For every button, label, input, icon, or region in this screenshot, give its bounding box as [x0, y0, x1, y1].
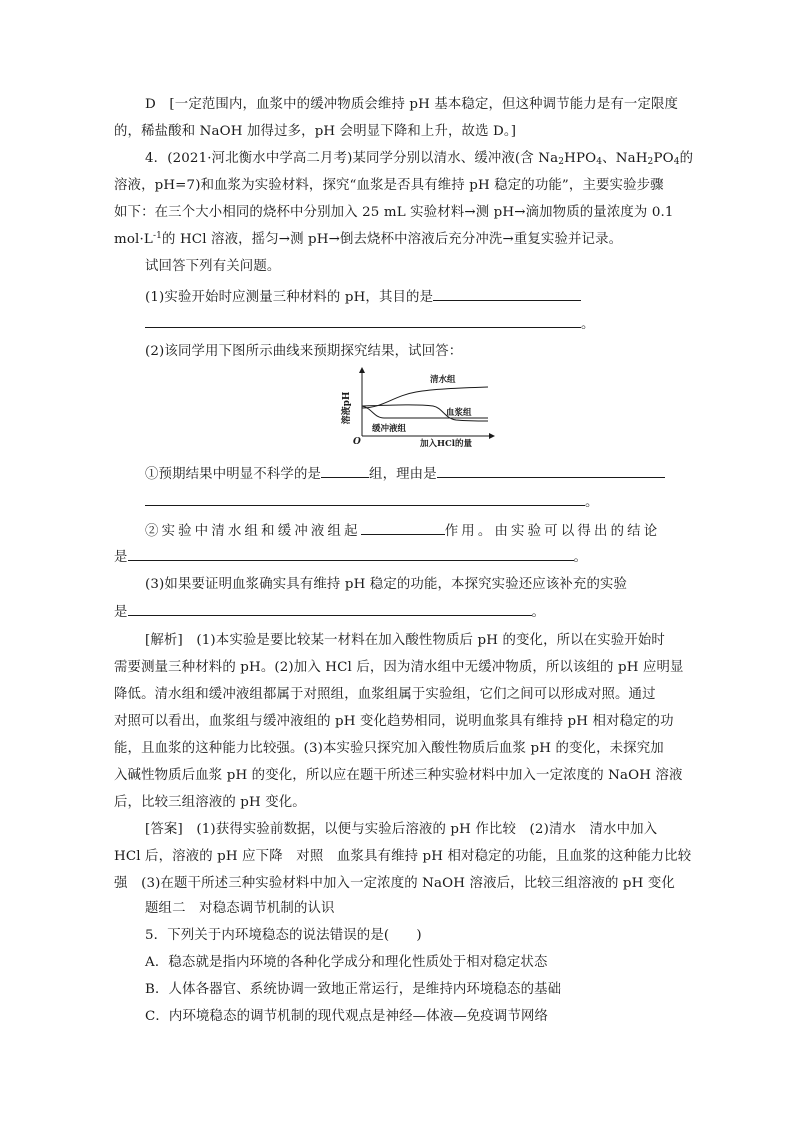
origin-label: O: [353, 437, 361, 447]
answer-blank[interactable]: [321, 463, 369, 478]
q4-stem-line3: 如下：在三个大小相同的烧杯中分别加入 25 mL 实验材料→测 pH→滴加物质的量浓度为 0.1: [114, 205, 674, 220]
q3-answer-line2: 的，稀盐酸和 NaOH 加得过多，pH 会明显下降和上升，故选 D。]: [114, 124, 517, 139]
q4-stem-line1: 4．(2021·河北衡水中学高二月考)某同学分别以清水、缓冲液(含 $Na_2HPO_4$、$NaH_2PO_4$的: [145, 151, 694, 167]
q4-prompt: 试回答下列有关问题。: [145, 259, 281, 274]
analysis-line2: 需要测量三种材料的 pH。(2)加入 HCl 后，因为清水组中无缓冲物质，所以该组的 pH 应明显: [114, 660, 684, 675]
answer-blank[interactable]: [145, 313, 581, 328]
analysis-line6: 入碱性物质后血浆 pH 的变化，所以应在题干所述三种实验材料中加入一定浓度的 NaOH 溶液: [114, 768, 683, 783]
analysis-line7: 后，比较三组溶液的 pH 变化。: [114, 795, 306, 810]
series-label-plasma: 血浆组: [446, 408, 472, 418]
analysis-line4: 对照可以看出，血浆组与缓冲液组的 pH 变化趋势相同，说明血浆具有维持 pH 相对稳定的功: [114, 714, 674, 729]
answer-blank[interactable]: [128, 546, 574, 561]
answer-label: [答案]: [145, 822, 183, 837]
analysis-line3: 降低。清水组和缓冲液组都属于对照组，血浆组属于实验组，它们之间可以形成对照。通过: [114, 687, 656, 702]
y-axis-label: 溶液pH: [342, 391, 352, 425]
series-label-buffer: 缓冲液组: [372, 424, 407, 434]
q4-sub1-line2: 。: [145, 313, 685, 336]
group2-title: 题组二 对稳态调节机制的认识: [145, 901, 335, 916]
q4-sub2-q1-line1: ①预期结果中明显不科学的是 组，理由是: [145, 463, 685, 486]
series-label-water: 清水组: [430, 375, 456, 385]
q4-sub2-q2-line1: ②实验中清水组和缓冲液组起 作用。由实验可以得出的结论: [145, 520, 685, 543]
q5-option-b[interactable]: B．人体各器官、系统协调一致地正常运行，是维持内环境稳态的基础: [145, 982, 562, 997]
q4-sub2-intro: (2)该同学用下图所示曲线来预期探究结果，试回答：: [145, 344, 463, 359]
q4-sub1-line1: (1)实验开始时应测量三种材料的 pH，其目的是: [145, 286, 685, 309]
answer-line1: [答案] (1)获得实验前数据，以便与实验后溶液的 pH 作比较 (2)清水 清水中加入: [145, 822, 658, 837]
q5-option-c[interactable]: C．内环境稳态的调节机制的现代观点是神经—体液—免疫调节网络: [145, 1009, 549, 1024]
answer-blank[interactable]: [437, 463, 665, 478]
q4-sub2-q2-line2: 是 。: [114, 546, 684, 569]
answer-line2: HCl 后，溶液的 pH 应下降 对照 血浆具有维持 pH 相对稳定的功能，且血浆的这种能力比较: [114, 849, 692, 864]
q5-stem: 5．下列关于内环境稳态的说法错误的是( ): [145, 928, 422, 943]
q4-sub2-q1-line2: 。: [145, 491, 685, 514]
q4-sub3-line2: 是 。: [114, 601, 684, 624]
answer-blank[interactable]: [361, 520, 445, 535]
analysis-label: [解析]: [145, 633, 183, 648]
q3-answer-line1: D [一定范围内，血浆中的缓冲物质会维持 pH 基本稳定，但这种调节能力是有一定限度: [145, 97, 679, 112]
answer-blank[interactable]: [145, 491, 585, 506]
answer-line3: 强 (3)在题干所述三种实验材料中加入一定浓度的 NaOH 溶液后，比较三组溶液的 pH 变化: [114, 876, 675, 891]
answer-blank[interactable]: [433, 286, 581, 301]
x-axis-label: 加入HCl的量: [419, 439, 473, 449]
q4-sub3-line1: (3)如果要证明血浆确实具有维持 pH 稳定的功能，本探究实验还应该补充的实验: [145, 577, 628, 592]
q4-stem-line4: $mol\cdot L^{-1}$的 HCl 溶液，摇匀→测 pH→倒去烧杯中溶液后充分冲洗→重复实验并记录。: [114, 231, 623, 247]
ph-curve-chart: [338, 364, 498, 450]
analysis-line1: [解析] (1)本实验是要比较某一材料在加入酸性物质后 pH 的变化，所以在实验开始时: [145, 633, 665, 648]
analysis-line5: 能，且血浆的这种能力比较强。(3)本实验只探究加入酸性物质后血浆 pH 的变化，未探究加: [114, 741, 664, 756]
q5-option-a[interactable]: A．稳态就是指内环境的各种化学成分和理化性质处于相对稳定状态: [145, 955, 548, 970]
q4-stem-line2: 溶液，pH=7)和血浆为实验材料，探究“血浆是否具有维持 pH 稳定的功能”，主要实验步骤: [114, 178, 664, 193]
answer-blank[interactable]: [128, 601, 532, 616]
